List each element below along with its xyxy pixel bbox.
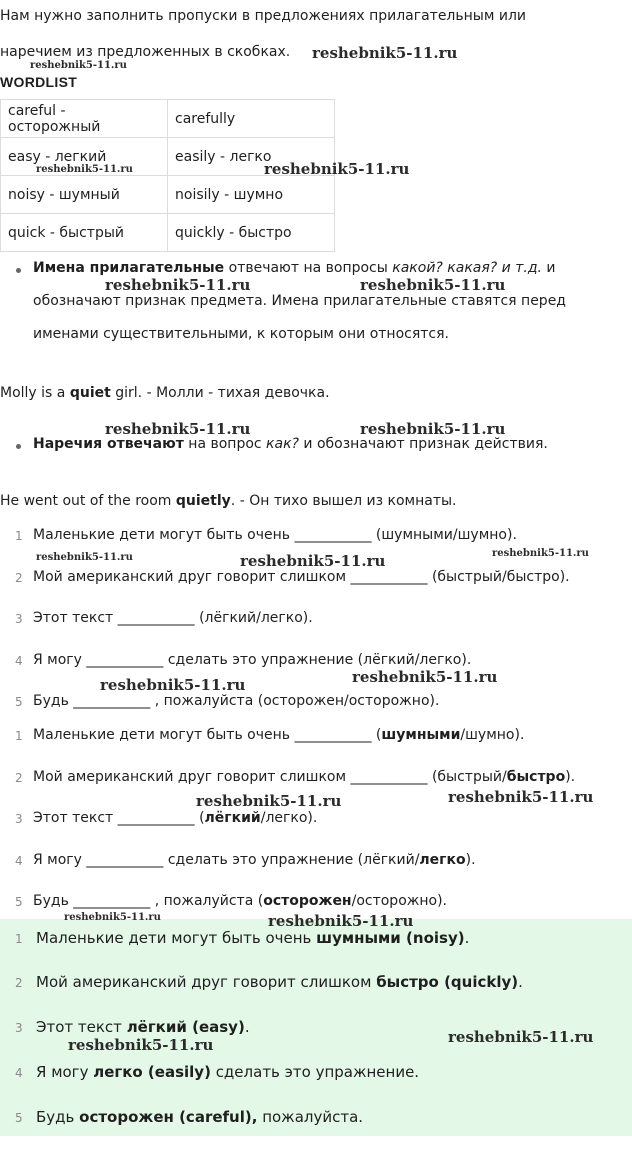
rule-question: как? [266,436,299,452]
watermark: reshebnik5-11.ru [105,420,251,438]
table-row [1,214,335,252]
watermark: reshebnik5-11.ru [36,552,133,563]
answer-item-4: Я могу легко (easily) сделать это упражнение. [36,1063,420,1081]
task-item-1: Маленькие дети могут быть очень ___________ (шумными/шумно). [33,527,517,543]
table-cell: easy - легкий [1,138,168,176]
item-number: 5 [15,895,23,909]
example-text: He went out of the room [0,493,176,509]
answer-item-3: Этот текст лёгкий (easy). [36,1018,250,1036]
watermark: reshebnik5-11.ru [268,912,414,930]
table-cell: noisily - шумно [168,176,335,214]
item-number: 4 [15,854,23,868]
rule-adverb-term: Наречия отвечают [33,436,184,452]
bullet-icon [16,268,21,273]
item-number: 3 [15,812,23,826]
marked-item-5: Будь ___________ , пожалуйста (осторожен/осторожно). [33,893,448,909]
watermark: reshebnik5-11.ru [360,420,506,438]
item-number: 1 [15,729,23,743]
table-cell: easily - легко [168,138,335,176]
bullet-icon [16,444,21,449]
watermark: reshebnik5-11.ru [64,912,161,923]
watermark: reshebnik5-11.ru [105,276,251,294]
rule-adverb [33,436,548,452]
watermark: reshebnik5-11.ru [36,164,133,175]
item-number: 1 [15,932,23,946]
marked-item-1: Маленькие дети могут быть очень ___________ (шумными/шумно). [33,727,525,743]
item-number: 2 [15,976,23,990]
rule-adjective-term: Имена прилагательные [33,260,225,276]
watermark: reshebnik5-11.ru [360,276,506,294]
item-number: 4 [15,1066,23,1080]
task-item-4: Я могу ___________ сделать это упражнение (лёгкий/легко). [33,652,472,668]
item-number: 5 [15,1111,23,1125]
table-cell: noisy - шумный [1,176,168,214]
example-adjective [0,385,330,401]
task-item-3: Этот текст ___________ (лёгкий/легко). [33,610,313,626]
rule-adjective-line-1 [33,260,556,276]
table-row [1,100,335,138]
watermark: reshebnik5-11.ru [30,60,127,71]
table-cell: quick - быстрый [1,214,168,252]
intro-line-2: наречием из предложенных в скобках. [0,44,291,60]
rule-text: и [541,260,556,276]
marked-item-4: Я могу ___________ сделать это упражнение (лёгкий/легко). [33,852,476,868]
rule-adjective-line-3: именами существительными, к которым они относятся. [33,326,449,342]
task-item-5: Будь ___________ , пожалуйста (осторожен/осторожно). [33,693,440,709]
watermark: reshebnik5-11.ru [264,160,410,178]
answer-item-5: Будь осторожен (careful), пожалуйста. [36,1108,364,1126]
table-cell: carefully [168,100,335,138]
table-cell: quickly - быстро [168,214,335,252]
example-text: Molly is a [0,385,70,401]
example-text: . - Он тихо вышел из комнаты. [230,493,457,509]
rule-text: отвечают на вопросы [224,260,393,276]
rule-text: на вопрос [183,436,267,452]
example-word: quietly [175,493,231,509]
task-item-2: Мой американский друг говорит слишком ___________ (быстрый/быстро). [33,569,570,585]
rule-adjective-line-2: обозначают признак предмета. Имена прилагательные ставятся перед [33,293,566,309]
intro-line-1: Нам нужно заполнить пропуски в предложениях прилагательным или [0,8,526,24]
wordlist-title: WORDLIST [0,74,78,90]
watermark: reshebnik5-11.ru [68,1036,214,1054]
example-word: quiet [69,385,111,401]
item-number: 2 [15,571,23,585]
table-cell: careful - осторожный [1,100,168,138]
watermark: reshebnik5-11.ru [196,792,342,810]
watermark: reshebnik5-11.ru [312,44,458,62]
watermark: reshebnik5-11.ru [100,676,246,694]
watermark: reshebnik5-11.ru [240,552,386,570]
item-number: 1 [15,529,23,543]
item-number: 3 [15,612,23,626]
item-number: 3 [15,1021,23,1035]
watermark: reshebnik5-11.ru [448,1028,594,1046]
example-adverb [0,493,456,509]
watermark: reshebnik5-11.ru [492,548,589,559]
rule-text: и обозначают признак действия. [298,436,548,452]
watermark: reshebnik5-11.ru [352,668,498,686]
table-row [1,176,335,214]
item-number: 4 [15,654,23,668]
marked-item-2: Мой американский друг говорит слишком ___________ (быстрый/быстро). [33,769,576,785]
watermark: reshebnik5-11.ru [448,788,594,806]
example-text: girl. - Молли - тихая девочка. [110,385,330,401]
marked-item-3: Этот текст ___________ (лёгкий/легко). [33,810,318,826]
item-number: 2 [15,771,23,785]
rule-questions: какой? какая? и т.д. [392,260,542,276]
answer-item-1: Маленькие дети могут быть очень шумными (noisy). [36,929,470,947]
answer-item-2: Мой американский друг говорит слишком быстро (quickly). [36,973,523,991]
item-number: 5 [15,695,23,709]
